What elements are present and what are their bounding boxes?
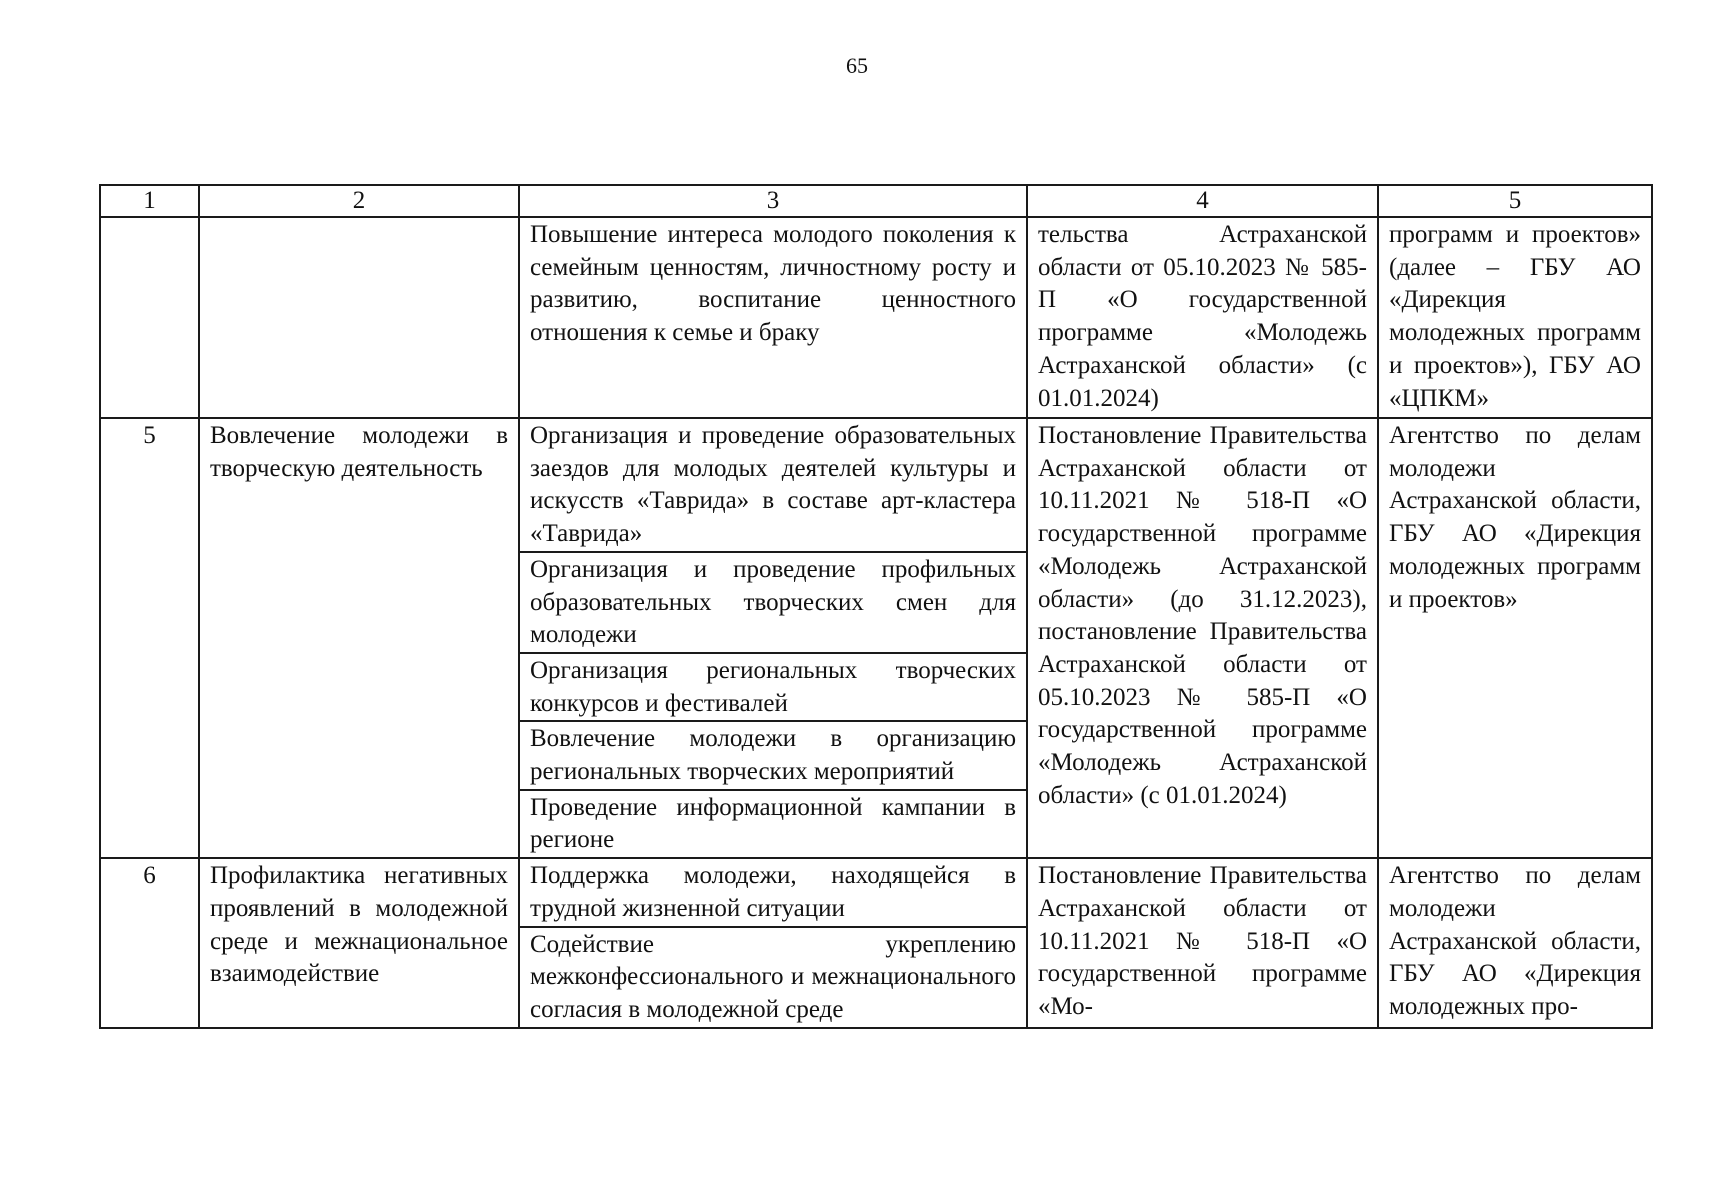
document-cell: тельства Астраханской области от 05.10.2023 № 585-П «О государственной программе «Молодежь Астраханской области» (с 01.01.2024) bbox=[1027, 217, 1378, 418]
activity-cell: Организация и проведение профильных образовательных творческих смен для молодежи bbox=[519, 552, 1027, 653]
column-number: 4 bbox=[1027, 185, 1378, 217]
activity-cell: Организация и проведение образовательных заездов для молодых деятелей культуры и искусств «Таврида» в составе арт-кластера «Таврида» bbox=[519, 418, 1027, 552]
activity-cell: Вовлечение молодежи в организацию региональных творческих мероприятий bbox=[519, 721, 1027, 789]
row-number bbox=[100, 217, 199, 418]
activity-cell: Проведение информационной кампании в регионе bbox=[519, 790, 1027, 858]
program-table bbox=[99, 184, 1653, 1029]
direction-cell: Профилактика негативных проявлений в молодежной среде и межнациональное взаимодействие bbox=[199, 858, 519, 1028]
table-row bbox=[100, 217, 1652, 418]
direction-cell: Вовлечение молодежи в творческую деятельность bbox=[199, 418, 519, 858]
activity-cell: Повышение интереса молодого поколения к семейным ценностям, личностному росту и развитию, воспитание ценностного отношения к семье и браку bbox=[519, 217, 1027, 418]
executors-cell: Агентство по делам молодежи Астраханской области, ГБУ АО «Дирекция молодежных про- bbox=[1378, 858, 1652, 1028]
column-number: 2 bbox=[199, 185, 519, 217]
activity-cell: Поддержка молодежи, находящейся в трудной жизненной ситуации bbox=[519, 858, 1027, 926]
executors-cell: программ и проектов» (далее – ГБУ АО «Дирекция молодежных программ и проектов»), ГБУ АО «ЦПКМ» bbox=[1378, 217, 1652, 418]
table-row bbox=[100, 858, 1652, 926]
column-number: 3 bbox=[519, 185, 1027, 217]
executors-cell: Агентство по делам молодежи Астраханской области, ГБУ АО «Дирекция молодежных программ и проектов» bbox=[1378, 418, 1652, 858]
column-numbers-row bbox=[100, 185, 1652, 217]
activity-cell: Содействие укреплению межконфессионального и межнационального согласия в молодежной среде bbox=[519, 927, 1027, 1028]
activity-cell: Организация региональных творческих конкурсов и фестивалей bbox=[519, 653, 1027, 721]
column-number: 1 bbox=[100, 185, 199, 217]
document-cell: Постановление Правительства Астраханской области от 10.11.2021 № 518-П «О государственной программе «Мо- bbox=[1027, 858, 1378, 1028]
table-row bbox=[100, 418, 1652, 552]
column-number: 5 bbox=[1378, 185, 1652, 217]
page-number: 65 bbox=[846, 53, 868, 78]
direction-cell bbox=[199, 217, 519, 418]
row-number: 6 bbox=[100, 858, 199, 1028]
document-cell: Постановление Правительства Астраханской области от 10.11.2021 № 518-П «О государственной программе «Молодежь Астраханской области» (до 31.12.2023), постановление Правительства Астраханской области от 05.10.2023 № 585-П «О государственной программе «Молодежь Астраханской области» (с 01.01.2024) bbox=[1027, 418, 1378, 858]
row-number: 5 bbox=[100, 418, 199, 858]
